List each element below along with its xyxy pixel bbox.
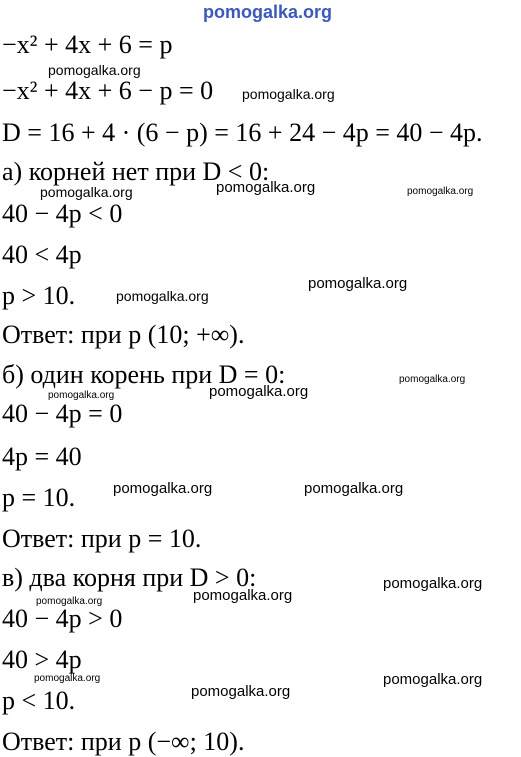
equation-line	[2, 118, 483, 148]
watermark: pomogalka.org	[308, 275, 408, 292]
section-heading-text: б) один корень при D = 0:	[2, 360, 286, 389]
equation-text: −x² + 4x + 6 − p = 0	[2, 76, 214, 105]
watermark: pomogalka.org	[383, 671, 483, 688]
watermark: pomogalka.org	[304, 480, 404, 497]
equation-text: 40 − 4p < 0	[2, 199, 123, 228]
watermark: pomogalka.org	[40, 184, 133, 200]
equation-line	[2, 686, 75, 716]
answer-line	[2, 320, 244, 350]
section-heading-text: а) корней нет при D < 0:	[2, 157, 270, 186]
watermark: pomogalka.org	[193, 587, 293, 604]
equation-line	[2, 199, 122, 229]
answer-line	[2, 727, 244, 757]
watermark: pomogalka.org	[242, 86, 335, 102]
equation-text: p < 10.	[2, 686, 76, 715]
watermark-top: pomogalka.org	[203, 2, 333, 22]
watermark: pomogalka.org	[209, 383, 309, 400]
equation-line	[2, 483, 75, 513]
equation-line	[2, 442, 82, 472]
equation-line	[2, 240, 82, 270]
watermark: pomogalka.org	[36, 596, 103, 607]
watermark: pomogalka.org	[48, 390, 115, 401]
watermark: pomogalka.org	[113, 480, 213, 497]
answer-text: Ответ: при p = 10.	[2, 524, 202, 553]
equation-text: p > 10.	[2, 281, 76, 310]
watermark: pomogalka.org	[399, 374, 466, 385]
watermark: pomogalka.org	[116, 288, 209, 304]
equation-line	[2, 76, 213, 106]
watermark: pomogalka.org	[48, 62, 141, 78]
watermark: pomogalka.org	[191, 683, 291, 700]
watermark: pomogalka.org	[34, 673, 101, 684]
equation-text: p = 10.	[2, 483, 76, 512]
answer-text: Ответ: при p (−∞; 10).	[2, 727, 245, 756]
equation-text: 40 > 4p	[2, 645, 82, 674]
equation-text: −x² + 4x + 6 = p	[2, 30, 173, 59]
equation-text: 40 − 4p > 0	[2, 604, 123, 633]
equation-text: 4p = 40	[2, 442, 82, 471]
equation-text: 40 < 4p	[2, 240, 82, 269]
watermark: pomogalka.org	[383, 575, 483, 592]
watermark: pomogalka.org	[407, 186, 474, 197]
equation-text: D = 16 + 4 · (6 − p) = 16 + 24 − 4p = 40 − 4p.	[2, 118, 483, 147]
watermark: pomogalka.org	[216, 179, 316, 196]
equation-text: 40 − 4p = 0	[2, 399, 123, 428]
equation-line	[2, 281, 75, 311]
answer-text: Ответ: при p (10; +∞).	[2, 320, 245, 349]
section-heading-text: в) два корня при D > 0:	[2, 563, 257, 592]
answer-line	[2, 524, 201, 554]
equation-line	[2, 30, 172, 60]
